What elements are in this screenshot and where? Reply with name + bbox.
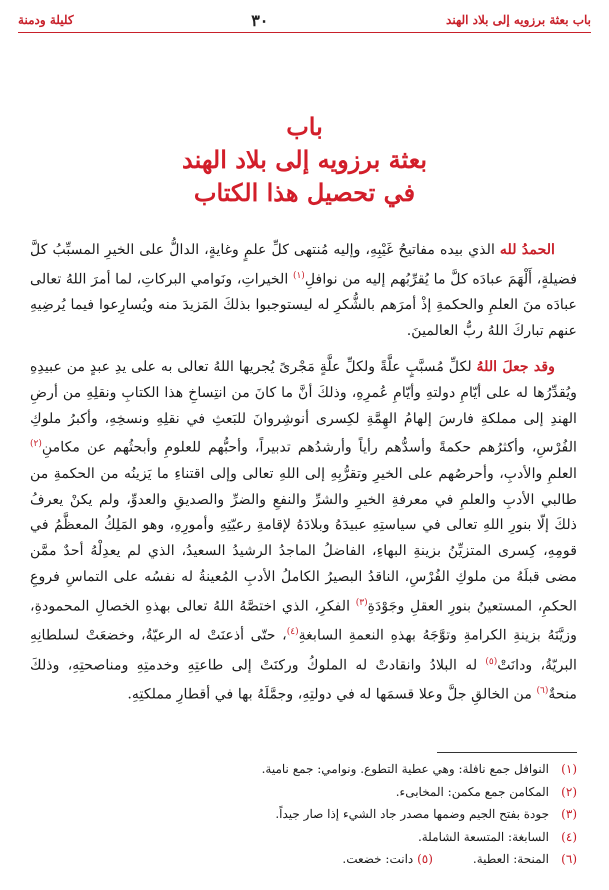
footnote-marker: (١): [292, 270, 305, 281]
footnote-number: (٤): [561, 829, 577, 844]
title-line-2: بعثة برزويه إلى بلاد الهند: [182, 145, 427, 174]
paragraph-text: الفكرِ، الذي اختصَّهُ اللهُ تعالى بهذهِ الخصالِ المحمودةِ، وزيَّنَهُ بزينةِ الكرامةِ وتوَّجَهُ بهذهِ النعمةِ السابغةِ: [30, 598, 577, 645]
paragraph-lead: الحمدُ لله: [499, 242, 555, 258]
paragraph-1: [30, 238, 577, 345]
paragraph-text: الذي بيده مفاتيحُ غَيْبِهِ، وإليه مُنتهى كلِّ علمٍ وغايةٍ، الدالُّ على الخيرِ المسبِّبُ كلَّ فضيلةٍ، أَلْهَمَ عبادَه كلَّ ما يُقرِّبُهم إليه من نوافلِ: [30, 242, 577, 288]
paragraph-text: الخيراتِ، ونَوامي البركاتِ، لما أمرَ اللهُ تعالى عبادَه منَ العلمِ والحكمةِ إذْ أمرَهم بالشُّكرِ له ليستوجبوا بذلكَ المَزيدَ منه ويُسارِعوا فيما يُرضِيهِ عنهم تباركَ اللهُ ربُّ العالمينَ.: [30, 271, 577, 340]
title-line-3: في تحصيل هذا الكتاب: [193, 178, 416, 207]
footnote-number: (٥): [417, 852, 433, 866]
paragraph-lead: وقد جعلَ اللهُ: [476, 358, 556, 375]
footnote-text: جودة بفتح الجيم وضمها مصدر جاد الشيء إذا صار جيداً.: [275, 807, 549, 821]
footnote-separator: [437, 752, 577, 753]
footnote-text: دانت: خضعت.: [342, 852, 414, 866]
footnote-number: (١): [561, 762, 577, 776]
header-rule: [18, 32, 591, 33]
paragraph-text: من الخالقِ جلَّ وعلا قسمَها له في دولتِهِ، وجمَّلَهُ بها في أقطارِ مملكتِهِ.: [127, 687, 537, 704]
footnote-inline-item: [342, 848, 433, 871]
book-running-title: كليلة ودمنة: [18, 13, 74, 27]
footnote-item: [30, 781, 577, 804]
footnote-item: [30, 848, 577, 871]
paragraph-text: لكلِّ مُسبَّبٍ علَّةً ولكلِّ علَّةٍ مَجْرىً يُجريها اللهُ تعالى به على يدِ عبدٍ من عبيدِهِ ويُقدِّرُها له على أيّامِ دولتهِ وأيّامِ عُمرِهِ، وذلكَ أنَّ ما كانَ من انتِساخِ هذا الكتابِ ونقلِهِ من أرضِ الهندِ إلى مملكةِ فارسَ إلهامُ الهِمَّةِ لكِسرى أنوشِروانَ للبَعثِ في نقلِهِ ونسخِهِ، وأكبرُ ملوكِ الفُرْسِ، وأكثرُهم حكمةً وأسدُّهم رأياً وأرشدُهم تدبيراً، وأحبُّهم للعلومِ وأبحثُهم عن مكامنِ: [30, 358, 577, 457]
footnote-item: [30, 758, 577, 781]
footnote-number: (٣): [561, 807, 577, 821]
paragraph-text: ، حتّى أذعنَتْ له الرعيّةُ، وخضعَتْ لسلطانِهِ البريّةُ، ودانَتْ: [30, 628, 577, 674]
footnote-marker: (٦): [536, 686, 549, 697]
footnote-marker: (٥): [485, 656, 498, 667]
body-text: [30, 238, 577, 719]
page-number: ٣٠: [251, 10, 269, 30]
footnotes: [30, 758, 577, 871]
footnote-number: (٦): [561, 852, 577, 866]
chapter-title: [0, 110, 609, 209]
footnote-text: المنحة: العطية.: [472, 852, 549, 866]
footnote-marker: (٢): [30, 439, 42, 450]
footnote-item: [30, 826, 577, 849]
title-line-1: باب: [286, 112, 323, 141]
footnote-number: (٢): [561, 784, 577, 799]
footnote-text: السابغة: المتسعة الشاملة.: [417, 829, 549, 844]
paragraph-text: العلمِ والأدبِ، وأحرصُهم على الخيرِ وتقرُّبِهِ إلى اللهِ تعالى وإلى اقتناءِ ما يَزينُه من الحكمةِ من طالبي الأدبِ والعلمِ في معرفةِ الخيرِ والشرِّ والنفعِ والضرِّ والصديقِ والعدوِّ، ولم يكنْ يعرفُ ذلكَ إلّا بنورِ اللهِ تعالى في سياستِهِ عبيدَهُ وبلادَهُ لإقامةِ رعيّتِهِ وأمورِهِ، وهو المَلِكُ المعظَّمُ في قومِهِ، كِسرى المتزيِّنُ بزينةِ البهاءِ، الفاضلُ الماجدُ الرشيدُ السعيدُ، الذي لم يعدِلْهُ أحدٌ ممَّن مضى قبلَهُ من ملوكِ الفُرْسِ، الناقدُ البصيرُ الكاملُ الأدبِ المُعينةُ له نفسُه على التماسِ فروعِ الحكمِ، المستعينُ بنورِ العقلِ وجَوْدَةِ: [30, 465, 577, 615]
paragraph-2: [30, 355, 577, 709]
chapter-running-title: باب بعثة برزويه إلى بلاد الهند: [446, 13, 591, 27]
footnote-marker: (٤): [286, 627, 299, 638]
footnote-item: [30, 803, 577, 826]
paragraph-text: له البلادُ وانقادتْ له الملوكُ وركنَتْ إلى طاعتِهِ وخدمتِهِ ومناصحتِهِ، وذلكَ منحةٌ: [30, 657, 577, 704]
footnote-marker: (٣): [355, 597, 368, 608]
footnote-text: المكامن جمع مكمن: المخابىء.: [395, 784, 549, 799]
running-header: [18, 8, 591, 32]
footnote-text: النوافل جمع نافلة: وهي عطية التطوع. ونوامي: جمع نامية.: [261, 762, 549, 776]
